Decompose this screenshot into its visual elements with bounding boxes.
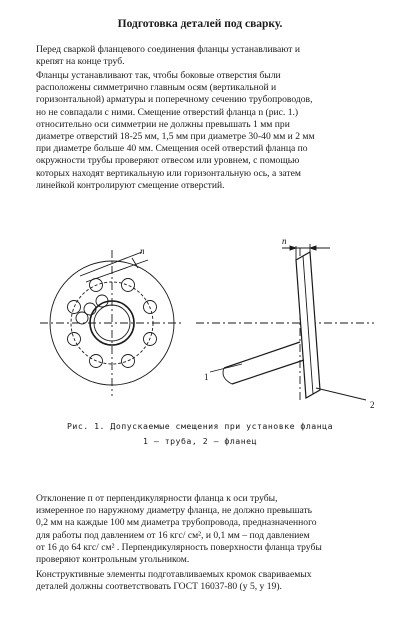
label-n-right: n <box>282 238 287 246</box>
text-line: расположены симметрично главным осям (вертикальной и <box>36 82 277 94</box>
text-line: Фланцы устанавливают так, чтобы боковые отверстия были <box>36 70 281 81</box>
bolt-hole-offset <box>76 312 88 324</box>
dim-arrow-left <box>290 246 296 250</box>
text-line: относительно оси симметрии не должны превышать 1 мм при <box>36 118 290 130</box>
text-line: при диаметре больше 40 мм. Смещения осей отверстий фланца по <box>36 143 308 155</box>
pipe-outline-bottom <box>232 360 304 384</box>
paragraph-perpendicularity <box>36 493 374 566</box>
bolt-hole <box>68 301 81 314</box>
label-pipe-number: 1 <box>204 372 209 382</box>
text-line: деталей должны соответствовать ГОСТ 16037-80 (у 5, у 19). <box>36 581 282 593</box>
text-line: 0,2 мм на каждые 100 мм диаметра трубопровода, предназначенного <box>36 517 317 529</box>
page-title: Подготовка деталей под сварку. <box>117 18 283 30</box>
text-line: Конструктивные элементы подготавливаемых кромок свариваемых <box>36 569 312 580</box>
text-line: от 16 до 64 кгс/ см² . Перпендикулярность поверхности фланца трубы <box>36 541 322 553</box>
text-line: проверяют контрольным угольником. <box>36 554 190 566</box>
text-line: горизонтальной) арматуры и поперечному сечению трубопроводов, <box>36 94 313 106</box>
text-line: для работы под давлением от 16 кгс/ см², и 0,1 мм – под давлением <box>36 529 310 541</box>
paragraph-flange-offset <box>36 70 374 192</box>
figure-legend: 1 – труба, 2 – фланец <box>142 436 257 446</box>
text-line: окружности трубы проверяют отвесом или уровнем, с помощью <box>36 155 300 167</box>
leader-label-2 <box>316 388 366 400</box>
text-line: Отклонение п от перпендикулярности фланца к оси трубы, <box>36 493 278 504</box>
text-line: линейкой контролируют смещение отверстий. <box>36 179 225 191</box>
bolt-hole <box>122 279 135 292</box>
paragraph-gost <box>36 569 374 593</box>
flange-figure <box>20 238 390 418</box>
offset-leader-1 <box>80 252 142 276</box>
pipe-end-curve <box>223 368 232 384</box>
text-line: которых находят вертикальную или горизонтальную ось, а затем <box>36 167 301 179</box>
text-line: крепят на конце труб. <box>36 56 125 68</box>
text-line: измеренное по наружному диаметру фланца, не должно превышать <box>36 505 313 517</box>
pipe-outline-top <box>224 342 300 368</box>
figure-caption: Рис. 1. Допускаемые смещения при установке фланца <box>66 421 334 431</box>
leader-label-1 <box>210 364 242 372</box>
offset-dimension-tick <box>132 258 138 268</box>
label-flange-number: 2 <box>370 400 375 410</box>
text-line: но не совпадали с ними. Смещение отверстий фланца n (рис. 1.) <box>36 106 299 118</box>
label-n-left: n <box>140 246 145 256</box>
paragraph-intro <box>36 44 374 68</box>
text-line: Перед сваркой фланцевого соединения фланцы устанавливают и <box>36 44 301 55</box>
text-line: диаметре отверстий 18-25 мм, 1,5 мм при диаметре 30-40 мм и 2 мм <box>36 131 315 143</box>
flange-front-view <box>40 250 184 396</box>
dim-arrow-right <box>310 246 316 250</box>
flange-side-view <box>196 244 374 403</box>
